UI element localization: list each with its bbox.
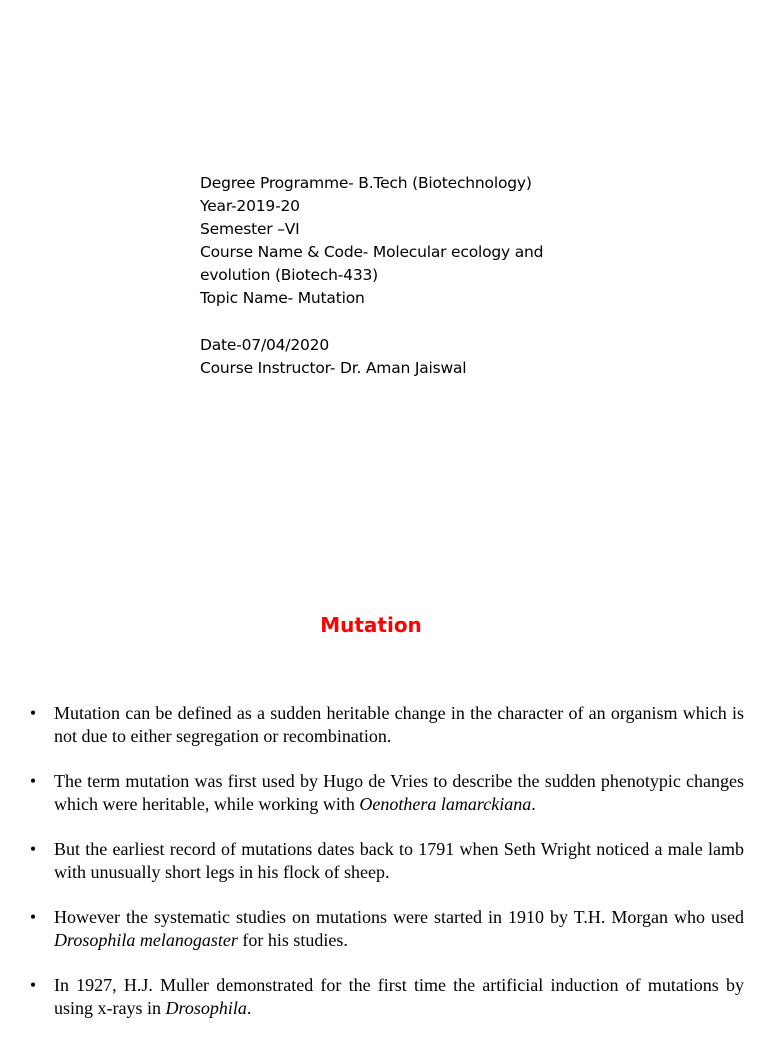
bullet-marker: • (29, 839, 37, 859)
bullet-text-part: In 1927, H.J. Muller demonstrated for the first time the artificial induction of mutations by using x-rays in (54, 975, 744, 1018)
bullet-text-part: Mutation can be defined as a sudden heritable change in the character of an organism which is not due to either segregation or recombination. (54, 703, 744, 746)
bullet-text (54, 703, 744, 746)
bullet-text (54, 975, 744, 1018)
bullet-item (26, 906, 744, 952)
bullet-text-part: . (531, 794, 536, 814)
bullet-italic-term: Oenothera lamarckiana (359, 794, 532, 814)
bullet-marker: • (29, 907, 37, 927)
bullet-text-part: But the earliest record of mutations dates back to 1791 when Seth Wright noticed a male lamb with unusually short legs in his flock of sheep. (54, 839, 744, 882)
date: Date-07/04/2020 (200, 336, 329, 354)
bullet-text-part: The term mutation was first used by Hugo de Vries to describe the sudden phenotypic changes which were heritable, while working with (54, 771, 744, 814)
bullet-list (26, 702, 744, 1042)
bullet-text (54, 839, 744, 882)
course-instructor: Course Instructor- Dr. Aman Jaiswal (200, 359, 467, 377)
course-name-code: Course Name & Code- Molecular ecology and evolution (Biotech-433) (200, 243, 544, 284)
bullet-item (26, 770, 744, 816)
spacer (200, 310, 580, 334)
bullet-marker: • (29, 703, 37, 723)
bullet-italic-term: Drosophila (165, 998, 247, 1018)
bullet-item (26, 974, 744, 1020)
bullet-text-part: . (246, 998, 252, 1018)
bullet-text-part: However the systematic studies on mutations were started in 1910 by T.H. Morgan who used (54, 907, 744, 927)
course-info-block (200, 172, 580, 380)
bullet-text-part: for his studies. (237, 930, 348, 950)
bullet-item (26, 702, 744, 748)
degree-programme: Degree Programme- B.Tech (Biotechnology) (200, 174, 532, 192)
section-title: Mutation (320, 613, 422, 637)
bullet-italic-term: Drosophila melanogaster (54, 930, 238, 950)
bullet-text (54, 907, 744, 950)
bullet-marker: • (29, 975, 37, 995)
bullet-text (54, 771, 744, 814)
bullet-marker: • (29, 771, 37, 791)
bullet-item (26, 838, 744, 884)
academic-year: Year-2019-20 (200, 197, 300, 215)
semester: Semester –VI (200, 220, 300, 238)
topic-name: Topic Name- Mutation (200, 289, 365, 307)
